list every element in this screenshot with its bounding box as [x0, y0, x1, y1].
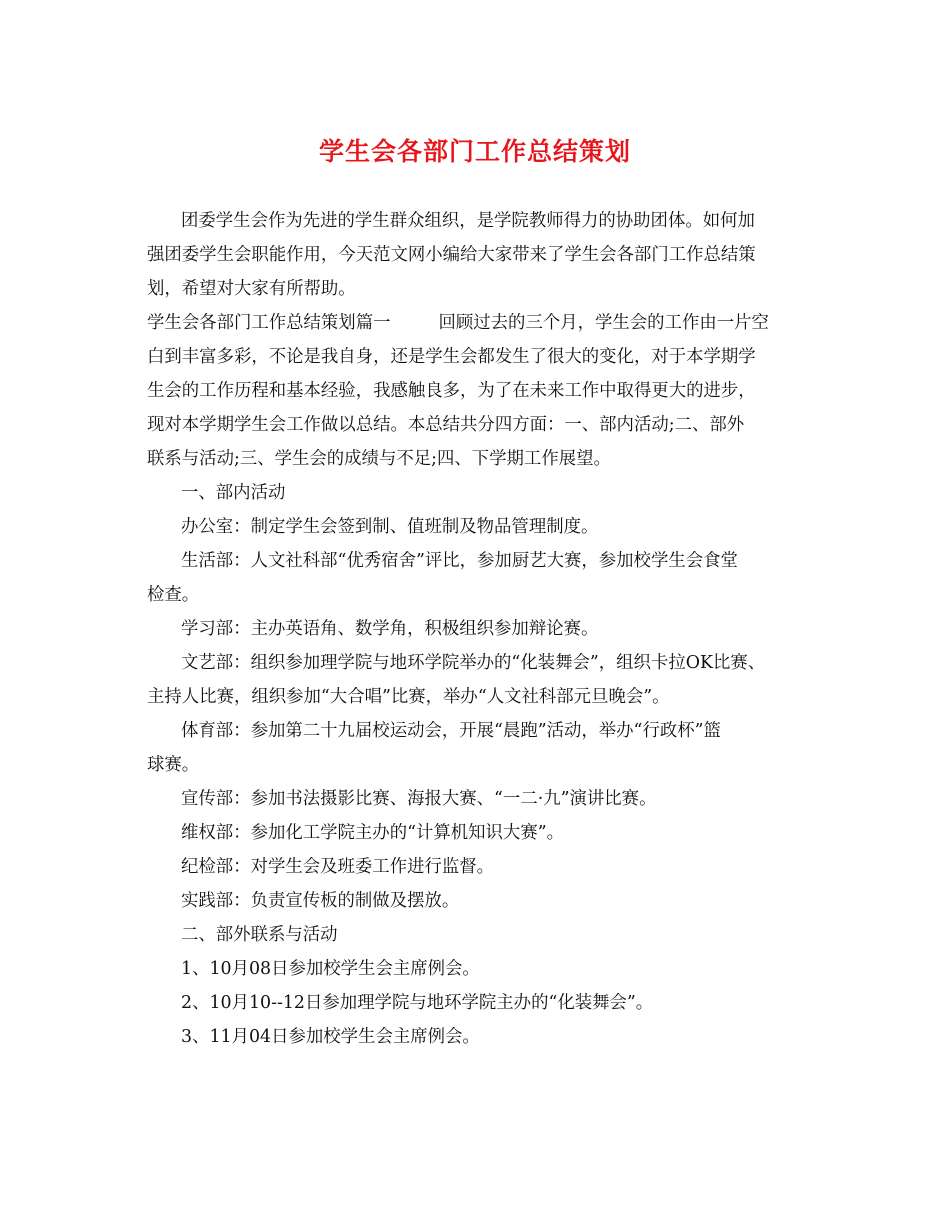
article-line: 回顾过去的三个月，学生会的工作由一片空 [438, 313, 769, 333]
intro-line: 划，希望对大家有所帮助。 [147, 279, 356, 299]
dept-publicity: 宣传部：参加书法摄影比赛、海报大赛、“一二·九”演讲比赛。 [181, 789, 657, 809]
dept-arts-cont: 主持人比赛，组织参加“大合唱”比赛，举办“人文社科部元旦晚会”。 [147, 687, 670, 707]
dept-office: 办公室：制定学生会签到制、值班制及物品管理制度。 [181, 517, 599, 537]
external-item: 2、10月10--12日参加理学院与地环学院主办的“化装舞会”。 [181, 993, 654, 1013]
external-item: 1、10月08日参加校学生会主席例会。 [181, 959, 480, 979]
intro-line: 团委学生会作为先进的学生群众组织，是学院教师得力的协助团体。如何加 [181, 211, 755, 231]
dept-discipline: 纪检部：对学生会及班委工作进行监督。 [181, 857, 495, 877]
dept-rights: 维权部：参加化工学院主办的“计算机知识大赛”。 [181, 823, 564, 843]
intro-line: 强团委学生会职能作用，今天范文网小编给大家带来了学生会各部门工作总结策 [147, 245, 756, 265]
section-heading: 一、部内活动 [181, 483, 286, 503]
dept-practice: 实践部：负责宣传板的制做及摆放。 [181, 891, 460, 911]
external-item: 3、11月04日参加校学生会主席例会。 [181, 1027, 480, 1047]
section-heading: 二、部外联系与活动 [181, 925, 338, 945]
article-heading-line [147, 306, 807, 340]
dept-sports-cont: 球赛。 [147, 755, 200, 775]
article-line: 现对本学期学生会工作做以总结。本总结共分四方面：一、部内活动;二、部外 [147, 415, 745, 435]
article-line: 生会的工作历程和基本经验，我感触良多，为了在未来工作中取得更大的进步， [147, 381, 756, 401]
dept-sports: 体育部：参加第二十九届校运动会，开展“晨跑”活动，举办“行政杯”篮 [181, 721, 721, 741]
dept-life-cont: 检查。 [147, 585, 200, 605]
document-body [147, 204, 807, 1054]
article-heading: 学生会各部门工作总结策划篇一 [147, 313, 391, 333]
dept-arts: 文艺部：组织参加理学院与地环学院举办的“化装舞会”，组织卡拉OK比赛、 [181, 653, 766, 673]
article-line: 联系与活动;三、学生会的成绩与不足;四、下学期工作展望。 [147, 449, 611, 469]
document-title: 学生会各部门工作总结策划 [318, 137, 631, 166]
dept-life: 生活部：人文社科部“优秀宿舍”评比，参加厨艺大赛，参加校学生会食堂 [181, 551, 738, 571]
dept-study: 学习部：主办英语角、数学角，积极组织参加辩论赛。 [181, 619, 599, 639]
article-line: 白到丰富多彩，不论是我自身，还是学生会都发生了很大的变化，对于本学期学 [147, 347, 756, 367]
